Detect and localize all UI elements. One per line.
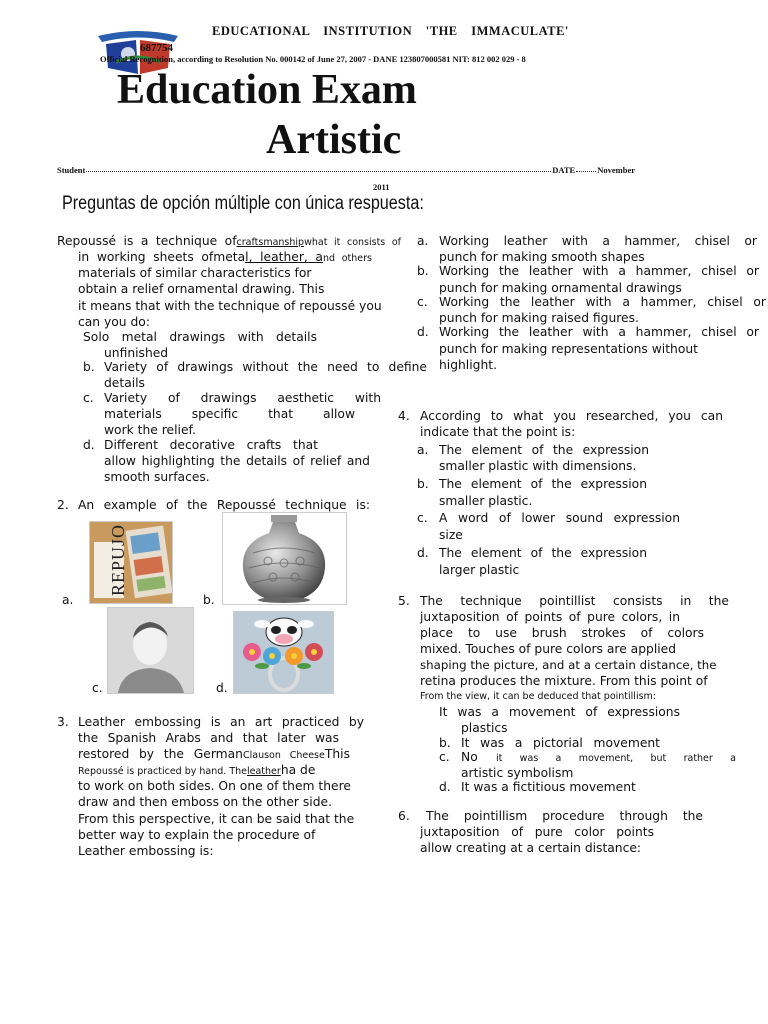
q1-option-a[interactable]: Solo metal drawings with details	[83, 330, 317, 344]
q1-option-c-cont: work the relief.	[104, 423, 196, 437]
q4-line: indicate that the point is:	[420, 425, 576, 439]
question-2: An example of the Repoussé technique is:	[78, 498, 370, 512]
q2-option-d-mark: d.	[216, 681, 228, 695]
q4-option-a-cont: smaller plastic with dimensions.	[439, 459, 637, 473]
q4-number: 4.	[398, 409, 410, 423]
q5-line: From the view, it can be deduced that pointillism:	[420, 691, 656, 702]
q3-option-b[interactable]: Working the leather with a hammer, chisel or	[439, 264, 759, 278]
q3-option-d-mark: d.	[417, 325, 429, 339]
q3-option-b-cont: punch for making ornamental drawings	[439, 281, 682, 295]
q4-option-b-mark: b.	[417, 477, 429, 491]
q5-option-d-mark: d.	[439, 780, 451, 794]
option-c-avatar-image[interactable]	[107, 607, 194, 694]
q3-line: Leather embossing is:	[78, 844, 214, 858]
q6-line: juxtaposition of pure color points	[420, 825, 654, 839]
q3-line: From this perspective, it can be said that the	[78, 812, 355, 826]
q4-option-c-mark: c.	[417, 511, 428, 525]
date-blank	[576, 165, 596, 172]
q1-option-d-cont: smooth surfaces.	[104, 470, 210, 484]
q3-line: better way to explain the procedure of	[78, 828, 316, 842]
q5-line: place to use brush strokes of colors	[420, 626, 704, 640]
q3-option-a-cont: punch for making smooth shapes	[439, 250, 645, 264]
official-recognition: Official Recognition, according to Resolution No. 000142 of June 27, 2007 - DANE 123807000581 NIT: 812 002 029 - 8	[100, 54, 526, 64]
institution-code: 687754	[140, 42, 173, 54]
student-name-blank[interactable]	[86, 165, 551, 172]
magazine-title: REPUJO	[108, 524, 128, 597]
option-d-cow-craft-image[interactable]	[233, 611, 334, 694]
q3-line: to work on both sides. On one of them there	[78, 779, 351, 793]
q1-line: can you do:	[78, 315, 150, 329]
q4-option-c-cont: size	[439, 528, 463, 542]
q3-number: 3.	[57, 715, 69, 729]
q1-line: materials of similar characteristics for	[78, 266, 312, 280]
q4-option-c[interactable]: A word of lower sound expression	[439, 511, 680, 525]
exam-subject: Artistic	[266, 117, 402, 163]
q1-option-c[interactable]: Variety of drawings aesthetic with	[104, 391, 381, 405]
q3-option-b-mark: b.	[417, 264, 429, 278]
exam-year: 2011	[373, 182, 390, 192]
q4-option-b[interactable]: The element of the expression	[439, 477, 647, 491]
q5-line: retina produces the mixture. From this point of	[420, 674, 708, 688]
q3-line: the Spanish Arabs and that later was	[78, 731, 339, 745]
q5-number: 5.	[398, 594, 410, 608]
q2-option-c-mark: c.	[92, 681, 103, 695]
q4-option-d-cont: larger plastic	[439, 563, 520, 577]
q3-option-c[interactable]: Working the leather with a hammer, chisel or	[439, 295, 766, 309]
q4-option-a[interactable]: The element of the expression	[439, 443, 649, 457]
q1-option-b[interactable]: Variety of drawings without the need to define	[104, 360, 427, 374]
student-line	[57, 165, 635, 175]
q3-option-a-mark: a.	[417, 234, 429, 248]
q1-option-b-cont: details	[104, 376, 145, 390]
q5-line: juxtaposition of points of pure colors, in	[420, 610, 680, 624]
q1-option-c-mark: c.	[83, 391, 94, 405]
q3-option-d-cont: highlight.	[439, 358, 497, 372]
q5-option-c[interactable]: No it was a movement, but rather a	[461, 750, 736, 764]
student-label: Student	[57, 165, 86, 175]
question-6: The pointillism procedure through the	[426, 809, 703, 823]
date-label: DATE	[552, 165, 576, 175]
q1-option-d[interactable]: Different decorative crafts that	[104, 438, 318, 452]
q5-option-a[interactable]: It was a movement of expressions	[439, 705, 680, 719]
q1-option-d-mark: d.	[83, 438, 95, 452]
q3-line: restored by the GermanClauson CheeseThis	[78, 747, 350, 761]
q3-option-d[interactable]: Working the leather with a hammer, chisel or	[439, 325, 759, 339]
q4-option-d-mark: d.	[417, 546, 429, 560]
q3-option-d-cont: punch for making representations without	[439, 342, 698, 356]
q1-option-a-cont: unfinished	[104, 346, 169, 360]
q1-option-b-mark: b.	[83, 360, 95, 374]
q1-line: obtain a relief ornamental drawing. This	[78, 282, 325, 296]
q1-line: Repoussé is a technique ofcraftsmanshipwhat it consists of	[57, 234, 401, 248]
option-a-magazine-image[interactable]	[89, 521, 173, 604]
q6-line: allow creating at a certain distance:	[420, 841, 642, 855]
q1-option-d-cont: allow highlighting the details of relief and	[104, 454, 370, 468]
q5-option-c-cont: artistic symbolism	[461, 766, 574, 780]
q1-option-c-cont: materials specific that allow	[104, 407, 355, 421]
q4-option-d[interactable]: The element of the expression	[439, 546, 647, 560]
q5-option-b-mark: b.	[439, 736, 451, 750]
q3-option-c-mark: c.	[417, 295, 428, 309]
question-5: The technique pointillist consists in the	[420, 594, 729, 608]
q2-option-a-mark: a.	[62, 593, 74, 607]
q5-option-c-mark: c.	[439, 750, 450, 764]
question-4: According to what you researched, you can	[420, 409, 723, 423]
institution-name: EDUCATIONAL INSTITUTION 'THE IMMACULATE'	[212, 24, 569, 38]
q4-option-b-cont: smaller plastic.	[439, 494, 533, 508]
q2-option-b-mark: b.	[203, 593, 215, 607]
instructions-heading: Preguntas de opción múltiple con única respuesta:	[62, 193, 424, 214]
question-3: Leather embossing is an art practiced by	[78, 715, 364, 729]
q5-line: shaping the picture, and at a certain distance, the	[420, 658, 717, 672]
question-1-body: in working sheets ofmetal, leather, and others	[78, 250, 372, 264]
option-b-vase-image[interactable]	[222, 512, 347, 605]
q3-option-a[interactable]: Working leather with a hammer, chisel or	[439, 234, 757, 248]
exam-title: Education Exam	[117, 67, 417, 113]
q2-number: 2.	[57, 498, 69, 512]
q6-number: 6.	[398, 809, 410, 823]
q5-option-b[interactable]: It was a pictorial movement	[461, 736, 660, 750]
q5-option-d[interactable]: It was a fictitious movement	[461, 780, 636, 794]
q3-option-c-cont: punch for making raised figures.	[439, 311, 639, 325]
q1-line: it means that with the technique of repoussé you	[78, 299, 382, 313]
q3-line: Repoussé is practiced by hand. Theleatherha de	[78, 763, 316, 777]
q5-line: mixed. Touches of pure colors are applied	[420, 642, 677, 656]
date-value: November	[597, 165, 635, 175]
q3-line: draw and then emboss on the other side.	[78, 795, 332, 809]
q5-option-a-cont: plastics	[461, 721, 508, 735]
q4-option-a-mark: a.	[417, 443, 429, 457]
